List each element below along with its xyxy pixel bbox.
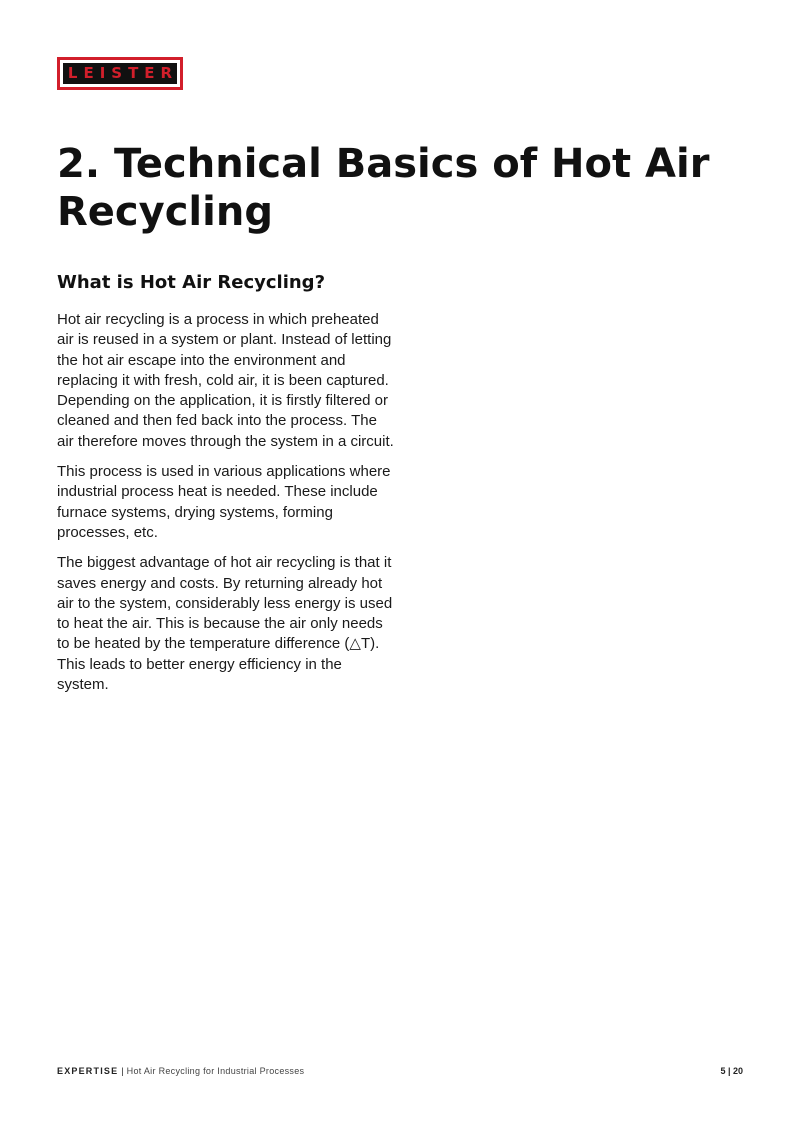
page-title: 2. Technical Basics of Hot Air Recycling [57,141,710,235]
content-section [57,270,395,705]
page-number: 5 | 20 [720,1066,743,1076]
logo-text: LEISTER [67,64,179,82]
paragraph-definition: Hot air recycling is a process in which preheated air is reused in a system or plant. Instead of letting the hot air escape into the environment and replacing it with fresh, cold air, it is been captured. Depending on the application, it is firstly filtered or cleaned and then fed back into the process. The air therefore moves through the system in a circuit. [57,311,394,450]
page-footer [57,1064,743,1078]
paragraph-advantages: The biggest advantage of hot air recycling is that it saves energy and costs. By returning already hot air to the system, considerably less energy is used to heat the air. This is because the air only needs to be heated by the temperature difference (△T). This leads to better energy efficiency in the system. [57,554,393,694]
footer-document-title: Hot Air Recycling for Industrial Processes [126,1066,305,1076]
footer-label: EXPERTISE [57,1066,119,1076]
footer-left [57,1064,304,1078]
section-heading: What is Hot Air Recycling? [57,272,326,293]
paragraph-applications: This process is used in various applications where industrial process heat is needed. These include furnace systems, drying systems, forming processes, etc. [57,463,391,541]
footer-separator: | [121,1066,124,1076]
leister-logo [57,57,183,90]
logo-plate [63,63,177,84]
